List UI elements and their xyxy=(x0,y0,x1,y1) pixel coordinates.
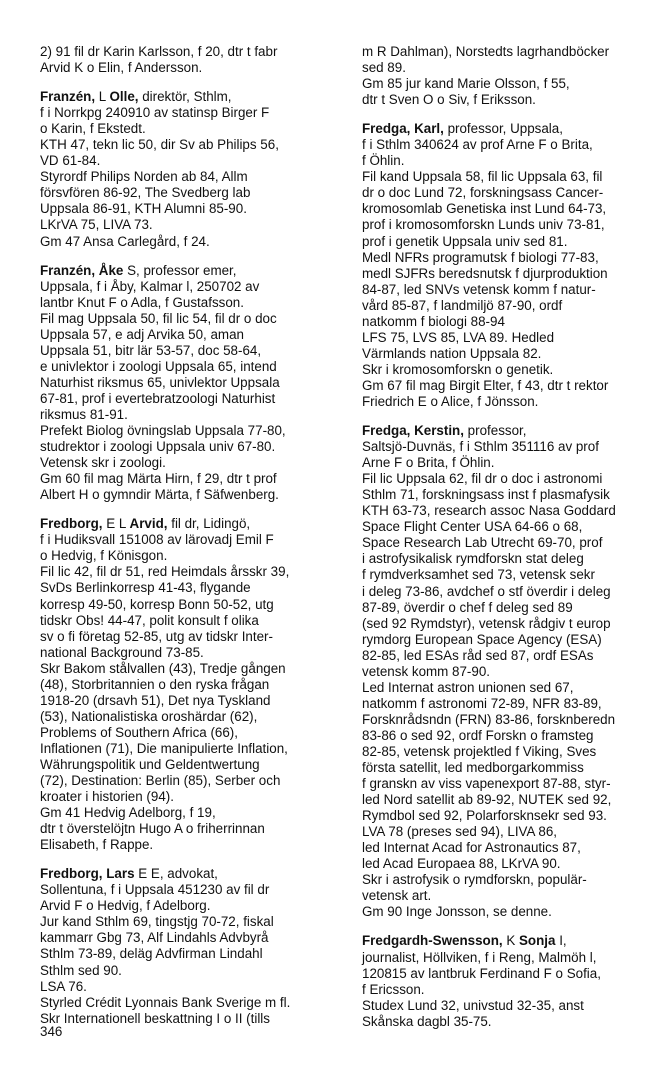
entry-text xyxy=(362,121,652,410)
entry-text xyxy=(362,423,652,920)
entry-body: E E, advokat, Sollentuna, f i Uppsala 451230 av fil dr Arvid F o Hedvig, f Adelborg. Jur kand Sthlm 69, tingstjg 70-72, fiskal kammarr Gbg 73, Alf Lindahls Advbyrå Sthlm 73-89, deläg Advfirman Lindahl Sthlm sed 90. LSA 76. Styrled Crédit Lyonnais Bank Sverige m fl. Skr Internationell beskattning I o II (tills xyxy=(40,866,291,1026)
entry-continuation-left xyxy=(40,44,330,76)
entry-given-name: Lars xyxy=(106,866,135,882)
entry-surname: Fredborg, xyxy=(40,866,103,882)
left-column xyxy=(40,44,330,1040)
entry-surname: Fredga, Karl, xyxy=(362,121,444,137)
right-column xyxy=(362,44,652,1043)
entry-pre: L xyxy=(95,89,110,105)
entry-text: m R Dahlman), Norstedts lagrhandböcker sed 89. Gm 85 jur kand Marie Olsson, f 55, dtr t Sven O o Siv, f Eriksson. xyxy=(362,44,610,108)
entry-surname: Fredga, Kerstin, xyxy=(362,423,464,439)
entry-body: direktör, Sthlm, f i Norrkpg 240910 av statinsp Birger F o Karin, f Ekstedt. KTH 47, tekn lic 50, dir Sv ab Philips 56, VD 61-84. Styrordf Philips Norden ab 84, Allm försvfören 86-92, The Svedberg lab Uppsala 86-91, KTH Alumni 85-90. LKrVA 75, LIVA 73. Gm 47 Ansa Carlegård, f 24. xyxy=(40,89,279,249)
entry-fredborg-lars xyxy=(40,866,330,1026)
entry-body: I, journalist, Höllviken, f i Reng, Malmöh l, 120815 av lantbruk Ferdinand F o Sofia, f Ericsson. Studex Lund 32, univstud 32-35, anst Skånska dagbl 35-75. xyxy=(362,933,601,1029)
page-number: 346 xyxy=(40,1024,63,1039)
entry-given-name: Arvid, xyxy=(129,516,168,532)
entry-text xyxy=(40,516,330,853)
entry-text xyxy=(40,866,330,1026)
entry-surname: Fredborg, xyxy=(40,516,103,532)
entry-pre: K xyxy=(502,933,519,949)
entry-text xyxy=(40,263,330,504)
entry-franzen-ake xyxy=(40,263,330,504)
entry-body: professor, Uppsala, f i Sthlm 340624 av prof Arne F o Brita, f Öhlin. Fil kand Uppsala 58, fil lic Uppsala 63, fil dr o doc Lund 72, forskningsass Cancer- kromosomlab Genetiska inst Lund 64-73, prof i kromosomforskn Lunds univ 73-81, prof i genetik Uppsala univ sed 81. Medl NFRs programutsk f biologi 77-83, medl SJFRs beredsnutsk f djurproduktion 84-87, led SNVs vetensk komm f natur- vård 85-87, f landmiljö 87-90, ordf natkomm f biologi 88-94 LFS 75, LVS 85, LVA 89. Hedled Värmlands nation Uppsala 82. Skr i kromosomforskn o genetik. Gm 67 fil mag Birgit Elter, f 43, dtr t rektor Friedrich E o Alice, f Jönsson. xyxy=(362,121,609,409)
entry-text: 2) 91 fil dr Karin Karlsson, f 20, dtr t fabr Arvid K o Elin, f Andersson. xyxy=(40,44,278,76)
entry-continuation-right xyxy=(362,44,652,108)
entry-surname: Franzén, xyxy=(40,262,96,278)
entry-pre: E L xyxy=(102,516,130,532)
entry-given-name: Åke xyxy=(98,262,124,278)
entry-fredborg-arvid xyxy=(40,516,330,853)
entry-body: fil dr, Lidingö, f i Hudiksvall 151008 av lärovadj Emil F o Hedvig, f Könisgon. Fil lic 42, fil dr 51, red Heimdals årsskr 39, SvDs Berlinkorresp 41-43, flygande korresp 49-50, korresp Bonn 50-52, utg tidskr Obs! 44-47, polit konsult f olika sv o fi företag 52-85, utg av tidskr Inter- national Background 73-85. Skr Bakom stålvallen (43), Tredje gången (48), Storbritannien o den ryska frågan 1918-20 (drsavh 51), Det nya Tyskland (53), Nationalistiska oroshärdar (62), Problems of Southern Africa (66), Inflationen (71), Die manipulierte Inflation, Währungspolitik und Geldentwertung (72), Destination: Berlin (85), Serber och kroater i historien (94). Gm 41 Hedvig Adelborg, f 19, dtr t överstelöjtn Hugo A o friherrinnan Elisabeth, f Rappe. xyxy=(40,516,290,853)
entry-fredgardh-swensson-sonja xyxy=(362,933,652,1029)
entry-franzen-olle xyxy=(40,89,330,249)
entry-body: S, professor emer, Uppsala, f i Åby, Kalmar l, 250702 av lantbr Knut F o Adla, f Gustafsson. Fil mag Uppsala 50, fil lic 54, fil dr o doc Uppsala 57, e adj Arvika 50, aman Uppsala 51, bitr lär 53-57, doc 58-64, e univlektor i zoologi Uppsala 65, intend Naturhist riksmus 65, univlektor Uppsala 67-81, prof i evertebratzoologi Naturhist riksmus 81-91. Prefekt Biolog övningslab Uppsala 77-80, studrektor i zoologi Uppsala univ 67-80. Vetensk skr i zoologi. Gm 60 fil mag Märta Hirn, f 29, dtr t prof Albert H o gymndir Märta, f Säfwenberg. xyxy=(40,262,286,503)
entry-text xyxy=(362,933,652,1029)
entry-surname: Franzén, xyxy=(40,89,96,105)
entry-fredga-kerstin xyxy=(362,423,652,920)
entry-given-name: Olle, xyxy=(109,89,139,105)
entry-fredga-karl xyxy=(362,121,652,410)
entry-given-name: Sonja xyxy=(519,933,556,949)
entry-text xyxy=(40,89,330,249)
entry-body: professor, Saltsjö-Duvnäs, f i Sthlm 351116 av prof Arne F o Brita, f Öhlin. Fil lic Uppsala 62, fil dr o doc i astronomi Sthlm 71, forskningsass inst f plasmafysik KTH 63-73, research assoc Nasa Goddard Space Flight Center USA 64-66 o 68, Space Research Lab Utrecht 69-70, prof i astrofysikalisk rymdforskn stat deleg f rymdverksamhet sed 73, vetensk sekr i deleg 73-86, avdchef o stf överdir i deleg 87-89, överdir o chef f deleg sed 89 (sed 92 Rymdstyr), vetensk rådgiv t europ rymdorg European Space Agency (ESA) 82-85, led ESAs råd sed 87, ordf ESAs vetensk komm 87-90. Led Internat astron unionen sed 67, natkomm f astronomi 72-89, NFR 83-89, Forsknrådsndn (FRN) 83-86, forsknberedn 83-86 o sed 92, ordf Forskn o framsteg 82-85, vetensk projektled f Viking, Sves första satellit, led medborgarkommiss f granskn av viss vapenexport 87-88, styr- led Nord satellit ab 89-92, NUTEK sed 92, Rymdbol sed 92, Polarforsknsekr sed 93. LVA 78 (preses sed 94), LIVA 86, led Internat Acad for Astronautics 87, led Acad Europaea 88, LKrVA 90. Skr i astrofysik o rymdforskn, populär- vetensk art. Gm 90 Inge Jonsson, se denne. xyxy=(362,423,616,920)
entry-surname: Fredgardh-Swensson, xyxy=(362,933,503,949)
